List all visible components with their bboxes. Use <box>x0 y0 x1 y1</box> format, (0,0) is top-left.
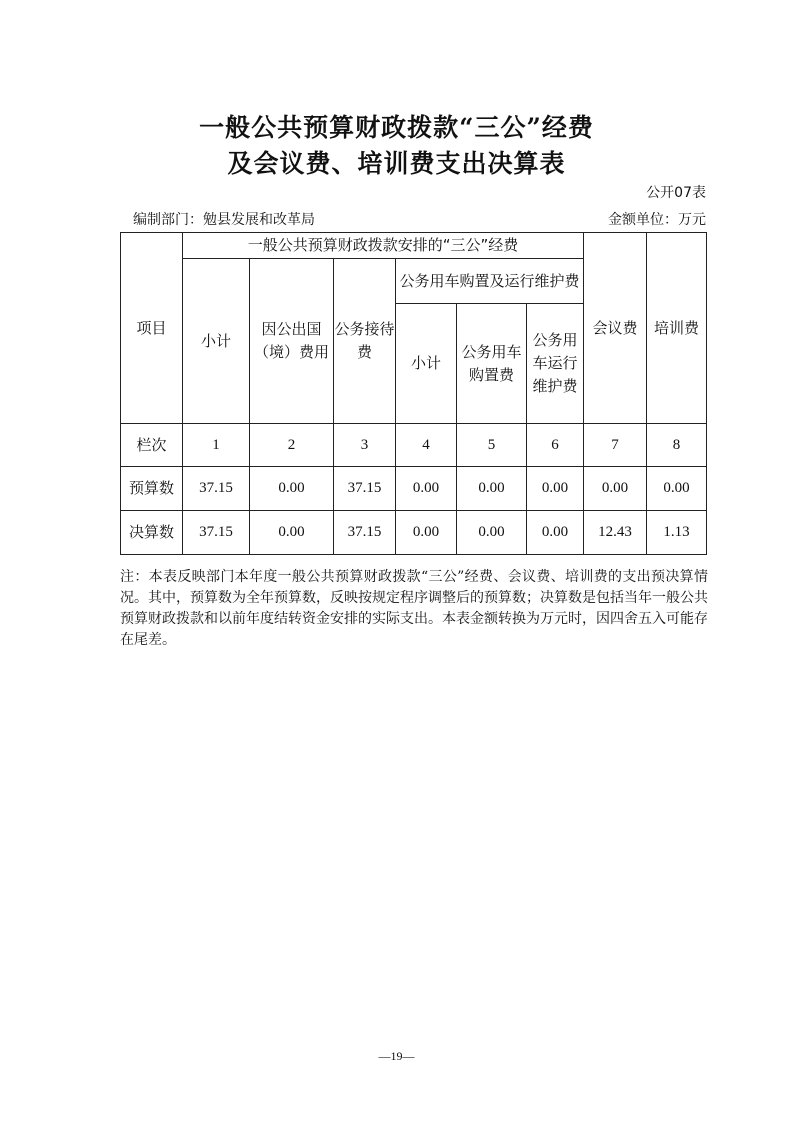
row-final-label: 决算数 <box>121 511 183 555</box>
header-abroad: 因公出国（境）费用 <box>250 259 334 424</box>
index-cell: 4 <box>396 424 457 467</box>
budget-cell: 0.00 <box>584 467 647 511</box>
final-cell: 0.00 <box>527 511 584 555</box>
budget-cell: 0.00 <box>647 467 707 511</box>
final-cell: 0.00 <box>250 511 334 555</box>
header-reception: 公务接待费 <box>334 259 396 424</box>
header-three-public-group: 一般公共预算财政拨款安排的“三公”经费 <box>183 233 584 259</box>
expenditure-table <box>120 232 707 555</box>
index-cell: 1 <box>183 424 250 467</box>
budget-cell: 0.00 <box>527 467 584 511</box>
final-cell: 37.15 <box>183 511 250 555</box>
budget-cell: 37.15 <box>334 467 396 511</box>
header-subtotal: 小计 <box>183 259 250 424</box>
header-item: 项目 <box>121 233 183 424</box>
index-cell: 7 <box>584 424 647 467</box>
header-training: 培训费 <box>647 233 707 424</box>
budget-cell: 0.00 <box>396 467 457 511</box>
index-cell: 5 <box>457 424 527 467</box>
footnote: 注：本表反映部门本年度一般公共预算财政拨款“三公”经费、会议费、培训费的支出预决算情况。其中，预算数为全年预算数，反映按规定程序调整后的预算数；决算数是包括当年一般公共预算财政拨款和以前年度结转资金安排的实际支出。本表金额转换为万元时，因四舍五入可能存在尾差。 <box>120 569 708 648</box>
report-title-line1: 一般公共预算财政拨款“三公”经费 <box>199 113 594 142</box>
index-cell: 6 <box>527 424 584 467</box>
budget-cell: 37.15 <box>183 467 250 511</box>
header-vehicle-purchase: 公务用车购置费 <box>457 304 527 424</box>
form-number: 公开07表 <box>646 185 706 201</box>
budget-cell: 0.00 <box>250 467 334 511</box>
department-label: 编制部门：勉县发展和改革局 <box>133 212 315 228</box>
report-title-line2: 及会议费、培训费支出决算表 <box>227 149 566 178</box>
row-index-label: 栏次 <box>121 424 183 467</box>
final-cell: 0.00 <box>396 511 457 555</box>
unit-label: 金额单位：万元 <box>608 212 706 228</box>
index-cell: 3 <box>334 424 396 467</box>
header-vehicle-subtotal: 小计 <box>396 304 457 424</box>
final-cell: 12.43 <box>584 511 647 555</box>
index-cell: 8 <box>647 424 707 467</box>
index-cell: 2 <box>250 424 334 467</box>
header-meeting: 会议费 <box>584 233 647 424</box>
final-cell: 37.15 <box>334 511 396 555</box>
final-cell: 1.13 <box>647 511 707 555</box>
budget-cell: 0.00 <box>457 467 527 511</box>
row-budget-label: 预算数 <box>121 467 183 511</box>
header-vehicle-group: 公务用车购置及运行维护费 <box>396 259 584 304</box>
final-cell: 0.00 <box>457 511 527 555</box>
page-number: —19— <box>378 1049 415 1063</box>
header-vehicle-operation: 公务用车运行维护费 <box>527 304 584 424</box>
